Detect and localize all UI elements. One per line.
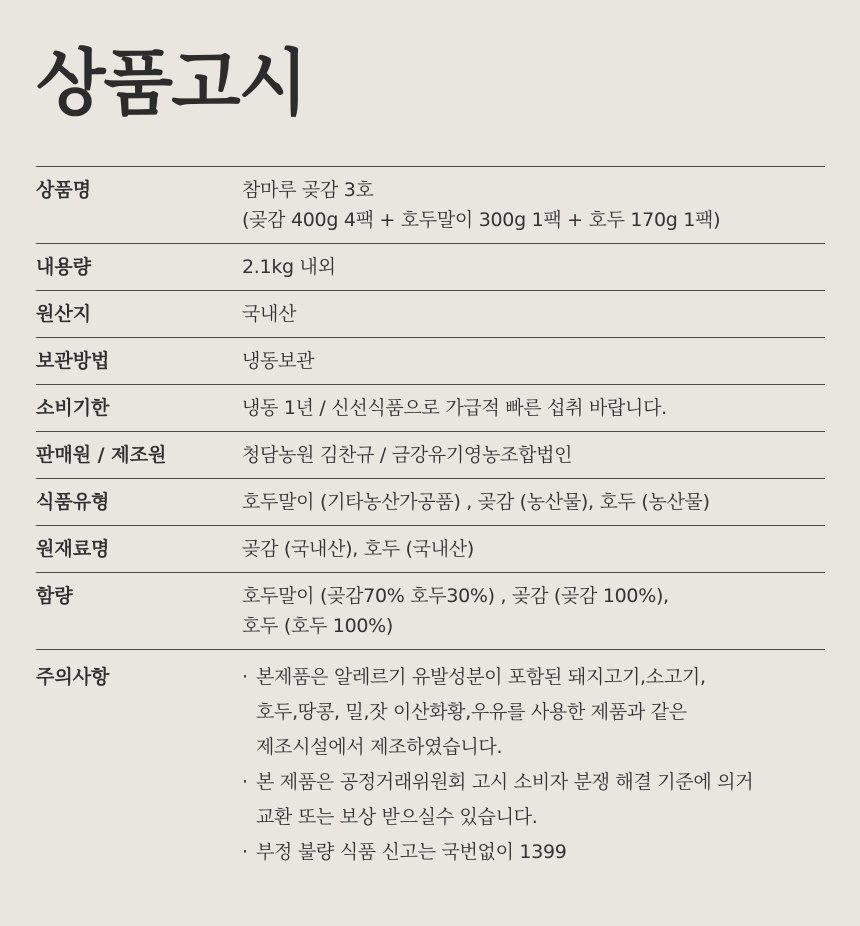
row-label: 판매원 / 제조원 [36, 444, 167, 466]
bullet-icon: · [242, 841, 248, 863]
value-line: 청담농원 김찬규 / 금강유기영농조합법인 [242, 444, 573, 466]
value-line: 호두말이 (곶감70% 호두30%) , 곶감 (곶감 100%), [242, 585, 669, 607]
value-line: 호두 (호두 100%) [242, 615, 394, 637]
product-info-table [36, 166, 825, 878]
value-line [242, 765, 825, 800]
value-line [242, 660, 825, 695]
row-value [242, 660, 825, 870]
row-origin [36, 291, 825, 338]
row-storage [36, 338, 825, 385]
value-line: 국내산 [242, 303, 297, 325]
row-value [242, 299, 825, 329]
row-label: 주의사항 [36, 666, 110, 688]
row-label: 함량 [36, 585, 73, 607]
value-line: 2.1kg 내외 [242, 256, 336, 278]
row-value [242, 252, 825, 282]
row-label: 보관방법 [36, 350, 110, 372]
row-value [242, 175, 825, 235]
row-label: 원재료명 [36, 538, 110, 560]
page-title: 상품고시 [36, 41, 307, 125]
row-value [242, 534, 825, 564]
value-line: 참마루 곶감 3호 [242, 179, 374, 201]
row-label: 소비기한 [36, 397, 110, 419]
caution-item [242, 660, 825, 765]
bullet-icon: · [242, 666, 248, 688]
row-label: 식품유형 [36, 491, 110, 513]
row-caution [36, 650, 825, 878]
row-food-type [36, 479, 825, 526]
row-label: 원산지 [36, 303, 92, 325]
caution-item [242, 765, 825, 835]
value-line: 곶감 (국내산), 호두 (국내산) [242, 538, 474, 560]
product-notice-page [36, 0, 825, 878]
value-line: 교환 또는 보상 받으실수 있습니다. [256, 806, 538, 828]
row-value [242, 440, 825, 470]
value-line: (곶감 400g 4팩 + 호두말이 300g 1팩 + 호두 170g 1팩) [242, 209, 721, 231]
row-label: 상품명 [36, 179, 92, 201]
value-line: 냉동보관 [242, 350, 315, 372]
bullet-icon: · [242, 771, 248, 793]
caution-text: 부정 불량 식품 신고는 국번없이 1399 [256, 841, 567, 863]
row-product-name [36, 167, 825, 244]
row-value [242, 487, 825, 517]
caution-list [242, 660, 825, 870]
row-value [242, 393, 825, 423]
row-seller-manufacturer [36, 432, 825, 479]
caution-text: 본 제품은 공정거래위원회 고시 소비자 분쟁 해결 기준에 의거 [256, 771, 754, 793]
caution-text: 본제품은 알레르기 유발성분이 포함된 돼지고기,소고기, [256, 666, 706, 688]
value-line: 냉동 1년 / 신선식품으로 가급적 빠른 섭취 바랍니다. [242, 397, 667, 419]
row-value [242, 581, 825, 641]
value-line: 제조시설에서 제조하였습니다. [256, 736, 503, 758]
row-value [242, 346, 825, 376]
row-content-amount [36, 244, 825, 291]
caution-item [242, 835, 825, 870]
value-line: 호두,땅콩, 밀,잣 이산화황,우유를 사용한 제품과 같은 [256, 701, 687, 723]
value-line: 호두말이 (기타농산가공품) , 곶감 (농산물), 호두 (농산물) [242, 491, 710, 513]
value-line [242, 835, 825, 870]
row-expiry [36, 385, 825, 432]
row-composition [36, 573, 825, 650]
row-label: 내용량 [36, 256, 92, 278]
row-ingredients [36, 526, 825, 573]
